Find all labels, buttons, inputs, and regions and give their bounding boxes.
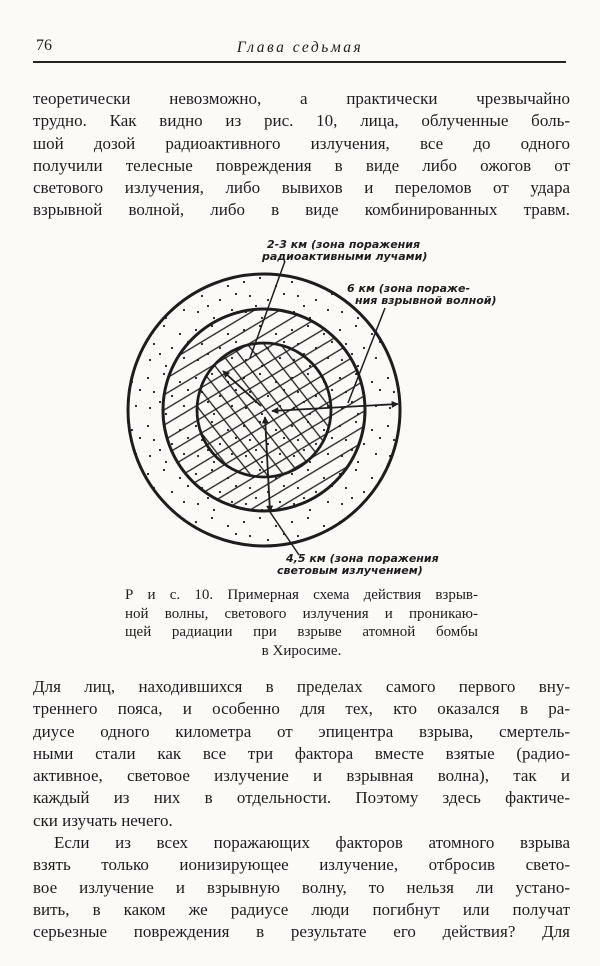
text-line: треннего пояса, и особенно для тех, кто оказался в ра- xyxy=(33,699,570,719)
text-line: серьезные повреждения в результате его действия? Для xyxy=(33,922,570,942)
text-line: получили телесные повреждения в виде либо ожогов от xyxy=(33,155,570,175)
text-line: шой дозой радиоактивного излучения, все до одного xyxy=(33,133,570,153)
text-line: ски изучать нечего. xyxy=(33,810,173,830)
text-line: светового излучения, либо вывихов и переломов от удара xyxy=(33,178,570,198)
label-blast-zone: 6 км (зона пораже- xyxy=(347,282,471,295)
text-line: активное, световое излучение и взрывная волна), так и xyxy=(33,766,570,786)
header-rule xyxy=(33,61,566,63)
label-light-zone: световым излучением) xyxy=(277,564,423,577)
caption-line: ной волны, светового излучения и проникаю- xyxy=(125,605,478,622)
text-line: вить, в каком же радиусе люди погибнут или получат xyxy=(33,899,570,919)
text-line: Если из всех поражающих факторов атомного взрыва xyxy=(54,833,570,853)
text-line: взрывной волной, либо в виде комбинированных травм. xyxy=(33,200,570,220)
paragraph-1 xyxy=(33,88,570,222)
text-line: трудно. Как видно из рис. 10, лица, облученные боль- xyxy=(33,111,570,131)
text-line: взять только ионизирующее излучение, отбросив свето- xyxy=(33,855,570,875)
label-light-zone: 4,5 км (зона поражения xyxy=(286,552,439,565)
text-line: ными стали как все три фактора вместе взятые (радио- xyxy=(33,743,570,763)
caption-line: щей радиации при взрыве атомной бомбы xyxy=(125,624,478,641)
caption-line: Р и с. 10. Примерная схема действия взрыв- xyxy=(125,587,478,603)
chapter-title: Глава седьмая xyxy=(236,39,364,56)
text-line: диусе одного километра от эпицентра взрыва, смертель- xyxy=(33,721,570,741)
text-line: Для лиц, находившихся в пределах самого первого вну- xyxy=(33,677,570,696)
page-number: 76 xyxy=(36,37,52,54)
text-line: каждый из них в отдельности. Поэтому здесь фактиче- xyxy=(33,788,570,808)
label-radioactive-zone: 2-3 км (зона поражения xyxy=(267,238,421,251)
inner-circle-radiation-zone xyxy=(197,343,331,477)
label-blast-zone: ния взрывной волной) xyxy=(355,294,497,307)
figure-caption xyxy=(125,586,478,660)
label-radioactive-zone: радиоактивными лучами) xyxy=(262,250,428,263)
text-line: теоретически невозможно, а практически чрезвычайно xyxy=(33,89,570,108)
figure-10-diagram xyxy=(0,228,600,586)
text-line: вое излучение и взрывную волну, то нельзя ли устано- xyxy=(33,877,570,897)
caption-line: в Хиросиме. xyxy=(261,642,342,659)
paragraph-2-and-3 xyxy=(33,676,570,944)
